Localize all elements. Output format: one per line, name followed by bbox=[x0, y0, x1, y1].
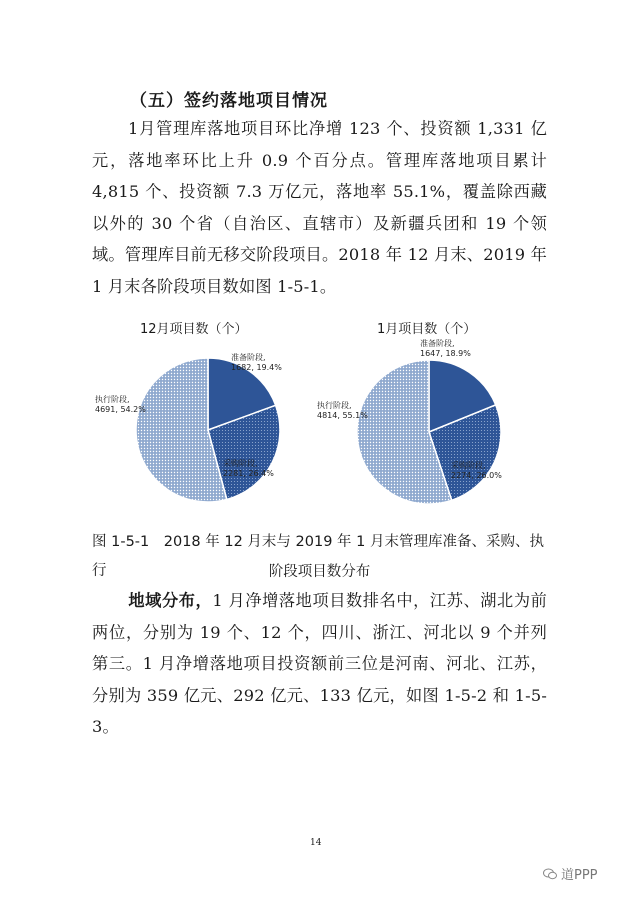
chart-title: 12月项目数（个） bbox=[140, 322, 248, 337]
pie-data-label: 准备阶段, 1682, 19.4% bbox=[231, 353, 282, 372]
chart-title: 1月项目数（个） bbox=[377, 322, 477, 337]
pie-chart-january bbox=[315, 318, 545, 518]
paragraph-regional-distribution bbox=[92, 585, 547, 743]
pie-chart-svg bbox=[95, 318, 325, 518]
pie-data-label: 采购阶段, 2281, 26.4% bbox=[223, 459, 274, 478]
section-heading: （五）签约落地项目情况 bbox=[130, 91, 328, 111]
pie-data-label: 采购阶段, 2274, 26.0% bbox=[451, 461, 502, 480]
pie-data-label: 执行阶段, 4814, 55.1% bbox=[317, 401, 368, 420]
watermark-text: 道PPP bbox=[561, 868, 598, 883]
wechat-icon bbox=[543, 868, 557, 880]
paragraph-landing-summary bbox=[92, 113, 547, 302]
figure-caption-line1: 图 1-5-1 2018 年 12 月末与 2019 年 1 月末管理库准备、采购、执行 bbox=[92, 534, 544, 579]
paragraph-text: 1 月净增落地项目数排名中，江苏、湖北为前两位，分别为 19 个、12 个，四川、浙江、河北以 9 个并列第三。1 月净增落地项目投资额前三位是河南、河北、江苏，分别为 359 亿元、292 亿元、133 亿元，如图 1-5-2 和 1-5-3。 bbox=[92, 591, 547, 736]
paragraph-lead: 地域分布， bbox=[128, 591, 213, 610]
pie-chart-december bbox=[95, 318, 325, 518]
watermark bbox=[543, 864, 598, 883]
figure-caption-line2: 阶段项目数分布 bbox=[268, 564, 371, 580]
pie-data-label: 准备阶段, 1647, 18.9% bbox=[420, 339, 471, 358]
page-number: 14 bbox=[310, 838, 322, 848]
pie-chart-svg bbox=[315, 318, 545, 518]
paragraph-text: 1月管理库落地项目环比净增 123 个、投资额 1,331 亿元，落地率环比上升 0.9 个百分点。管理库落地项目累计 4,815 个、投资额 7.3 万亿元，落地率 55.1%，覆盖除西藏以外的 30 个省（自治区、直辖市）及新疆兵团和 19 个领域。管理库目前无移交阶段项目。2018 年 12 月末、2019 年 1 月末各阶段项目数如图 1-5-1。 bbox=[92, 119, 547, 296]
pie-data-label: 执行阶段, 4691, 54.2% bbox=[95, 395, 146, 414]
